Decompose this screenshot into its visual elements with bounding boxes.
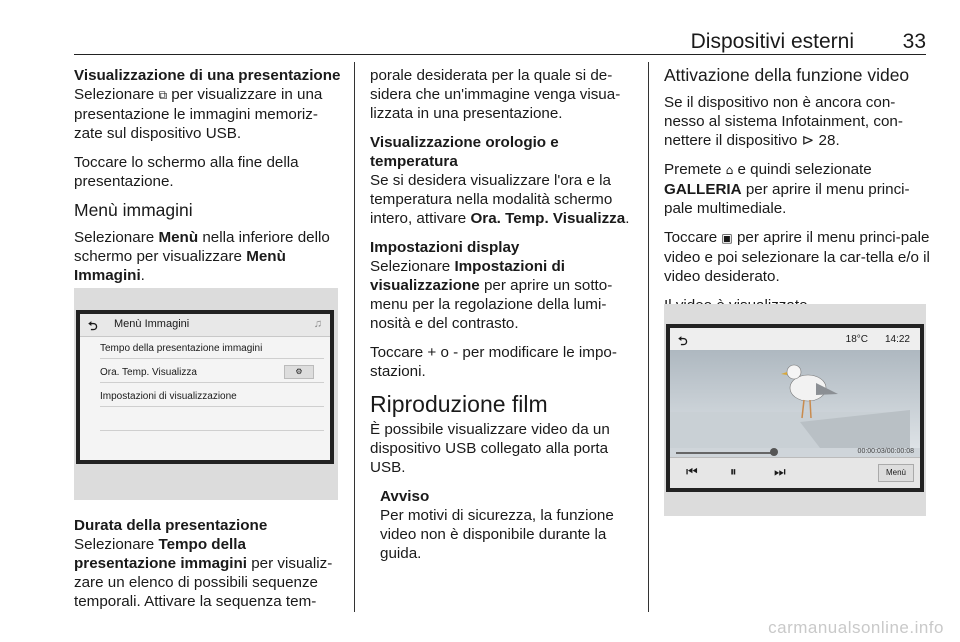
video-icon: ▣: [721, 231, 733, 245]
music-icon: ♫: [313, 318, 322, 330]
section-title: Dispositivi esterni: [690, 30, 854, 53]
pause-icon[interactable]: ⏸: [730, 464, 737, 479]
heading-duration: Durata della presentazione: [74, 517, 268, 534]
heading-slideshow: Visualizzazione di una presentazione: [74, 67, 341, 84]
paragraph: Selezionare Tempo della presentazione immagini per visualiz-zare un elenco di possibili sequenze temporali. Attivare la sequenza tem-: [74, 536, 333, 610]
heading-display: Impostazioni display: [370, 239, 520, 256]
home-icon: ⌂: [725, 163, 734, 177]
heading-video: Attivazione della funzione video: [664, 65, 910, 85]
progress-knob[interactable]: [770, 448, 778, 456]
paragraph: Selezionare Menù nella inferiore dello schermo per visualizzare Menù Immagini.: [74, 229, 330, 284]
note: [370, 487, 636, 563]
toggle-icon: ⚙: [284, 365, 314, 379]
heading-image-menu: Menù immagini: [74, 200, 193, 220]
header-rule: [74, 54, 926, 55]
slideshow-icon: ⧉: [158, 88, 168, 102]
column-2: [370, 66, 636, 563]
list-item: Impostazioni di visualizzazione: [100, 384, 324, 407]
back-icon: ⮌: [678, 334, 688, 348]
playback-time: 00:00:03/00:00:08: [857, 448, 914, 455]
heading-movie: Riproduzione film: [370, 391, 548, 417]
screenshot-video-player: [664, 304, 926, 516]
back-icon: ⮌: [88, 319, 98, 333]
heading-clock: Visualizzazione orologio e temperatura: [370, 134, 559, 170]
video-frame: [670, 350, 920, 448]
column-divider: [648, 62, 649, 612]
watermark: carmanualsonline.info: [768, 618, 944, 637]
menu-button[interactable]: Menù: [878, 464, 914, 482]
column-3: [664, 66, 930, 325]
temperature: 18°C: [845, 334, 868, 345]
page-header: [74, 30, 926, 60]
screen-title: Menù Immagini: [114, 318, 190, 330]
player-controls: [670, 457, 920, 488]
paragraph: Toccare + o - per modificare le impo-stazioni.: [370, 344, 617, 380]
paragraph: Selezionare ⧉ per visualizzare in una presentazione le immagini memoriz-zate sul dispositivo USB.: [74, 86, 323, 142]
list-item: Ora. Temp. Visualizza ⚙: [100, 360, 324, 383]
paragraph: Selezionare Impostazioni di visualizzazione per aprire un sotto-menu per la regolazione della lumi-nosità e del contrasto.: [370, 258, 613, 332]
list-item: Tempo della presentazione immagini: [100, 336, 324, 359]
list-item: [100, 408, 324, 431]
paragraph: Toccare ▣ per aprire il menu princi-pale video e poi selezionare la car-tella e/o il video desiderato.: [664, 229, 930, 285]
next-icon[interactable]: ⏭: [774, 464, 786, 479]
note-text: Per motivi di sicurezza, la funzione video non è disponibile durante la guida.: [380, 507, 614, 562]
paragraph: porale desiderata per la quale si de-sidera che un'immagine venga visua-lizzata in una presentazione.: [370, 67, 621, 122]
paragraph: Premete ⌂ e quindi selezionate GALLERIA per aprire il menu princi-pale multimediale.: [664, 161, 910, 217]
paragraph: Se si desidera visualizzare l'ora e la temperatura nella modalità schermo intero, attivare Ora. Temp. Visualizza.: [370, 172, 630, 227]
paragraph: Toccare lo schermo alla fine della presentazione.: [74, 154, 299, 190]
screenshot-image-menu: [74, 288, 338, 500]
progress-bar[interactable]: [676, 452, 776, 454]
column-divider: [354, 62, 355, 612]
clock: 14:22: [884, 334, 910, 345]
page-number: 33: [902, 30, 926, 53]
paragraph: Se il dispositivo non è ancora con-nesso al sistema Infotainment, con-nettere il dispositivo ⊳ 28.: [664, 94, 903, 149]
column-1: [74, 66, 346, 295]
column-1-bottom: [74, 516, 346, 621]
note-title: Avviso: [380, 488, 430, 505]
previous-icon[interactable]: ⏮: [686, 464, 698, 479]
paragraph: È possibile visualizzare video da un dispositivo USB collegato alla porta USB.: [370, 421, 610, 476]
